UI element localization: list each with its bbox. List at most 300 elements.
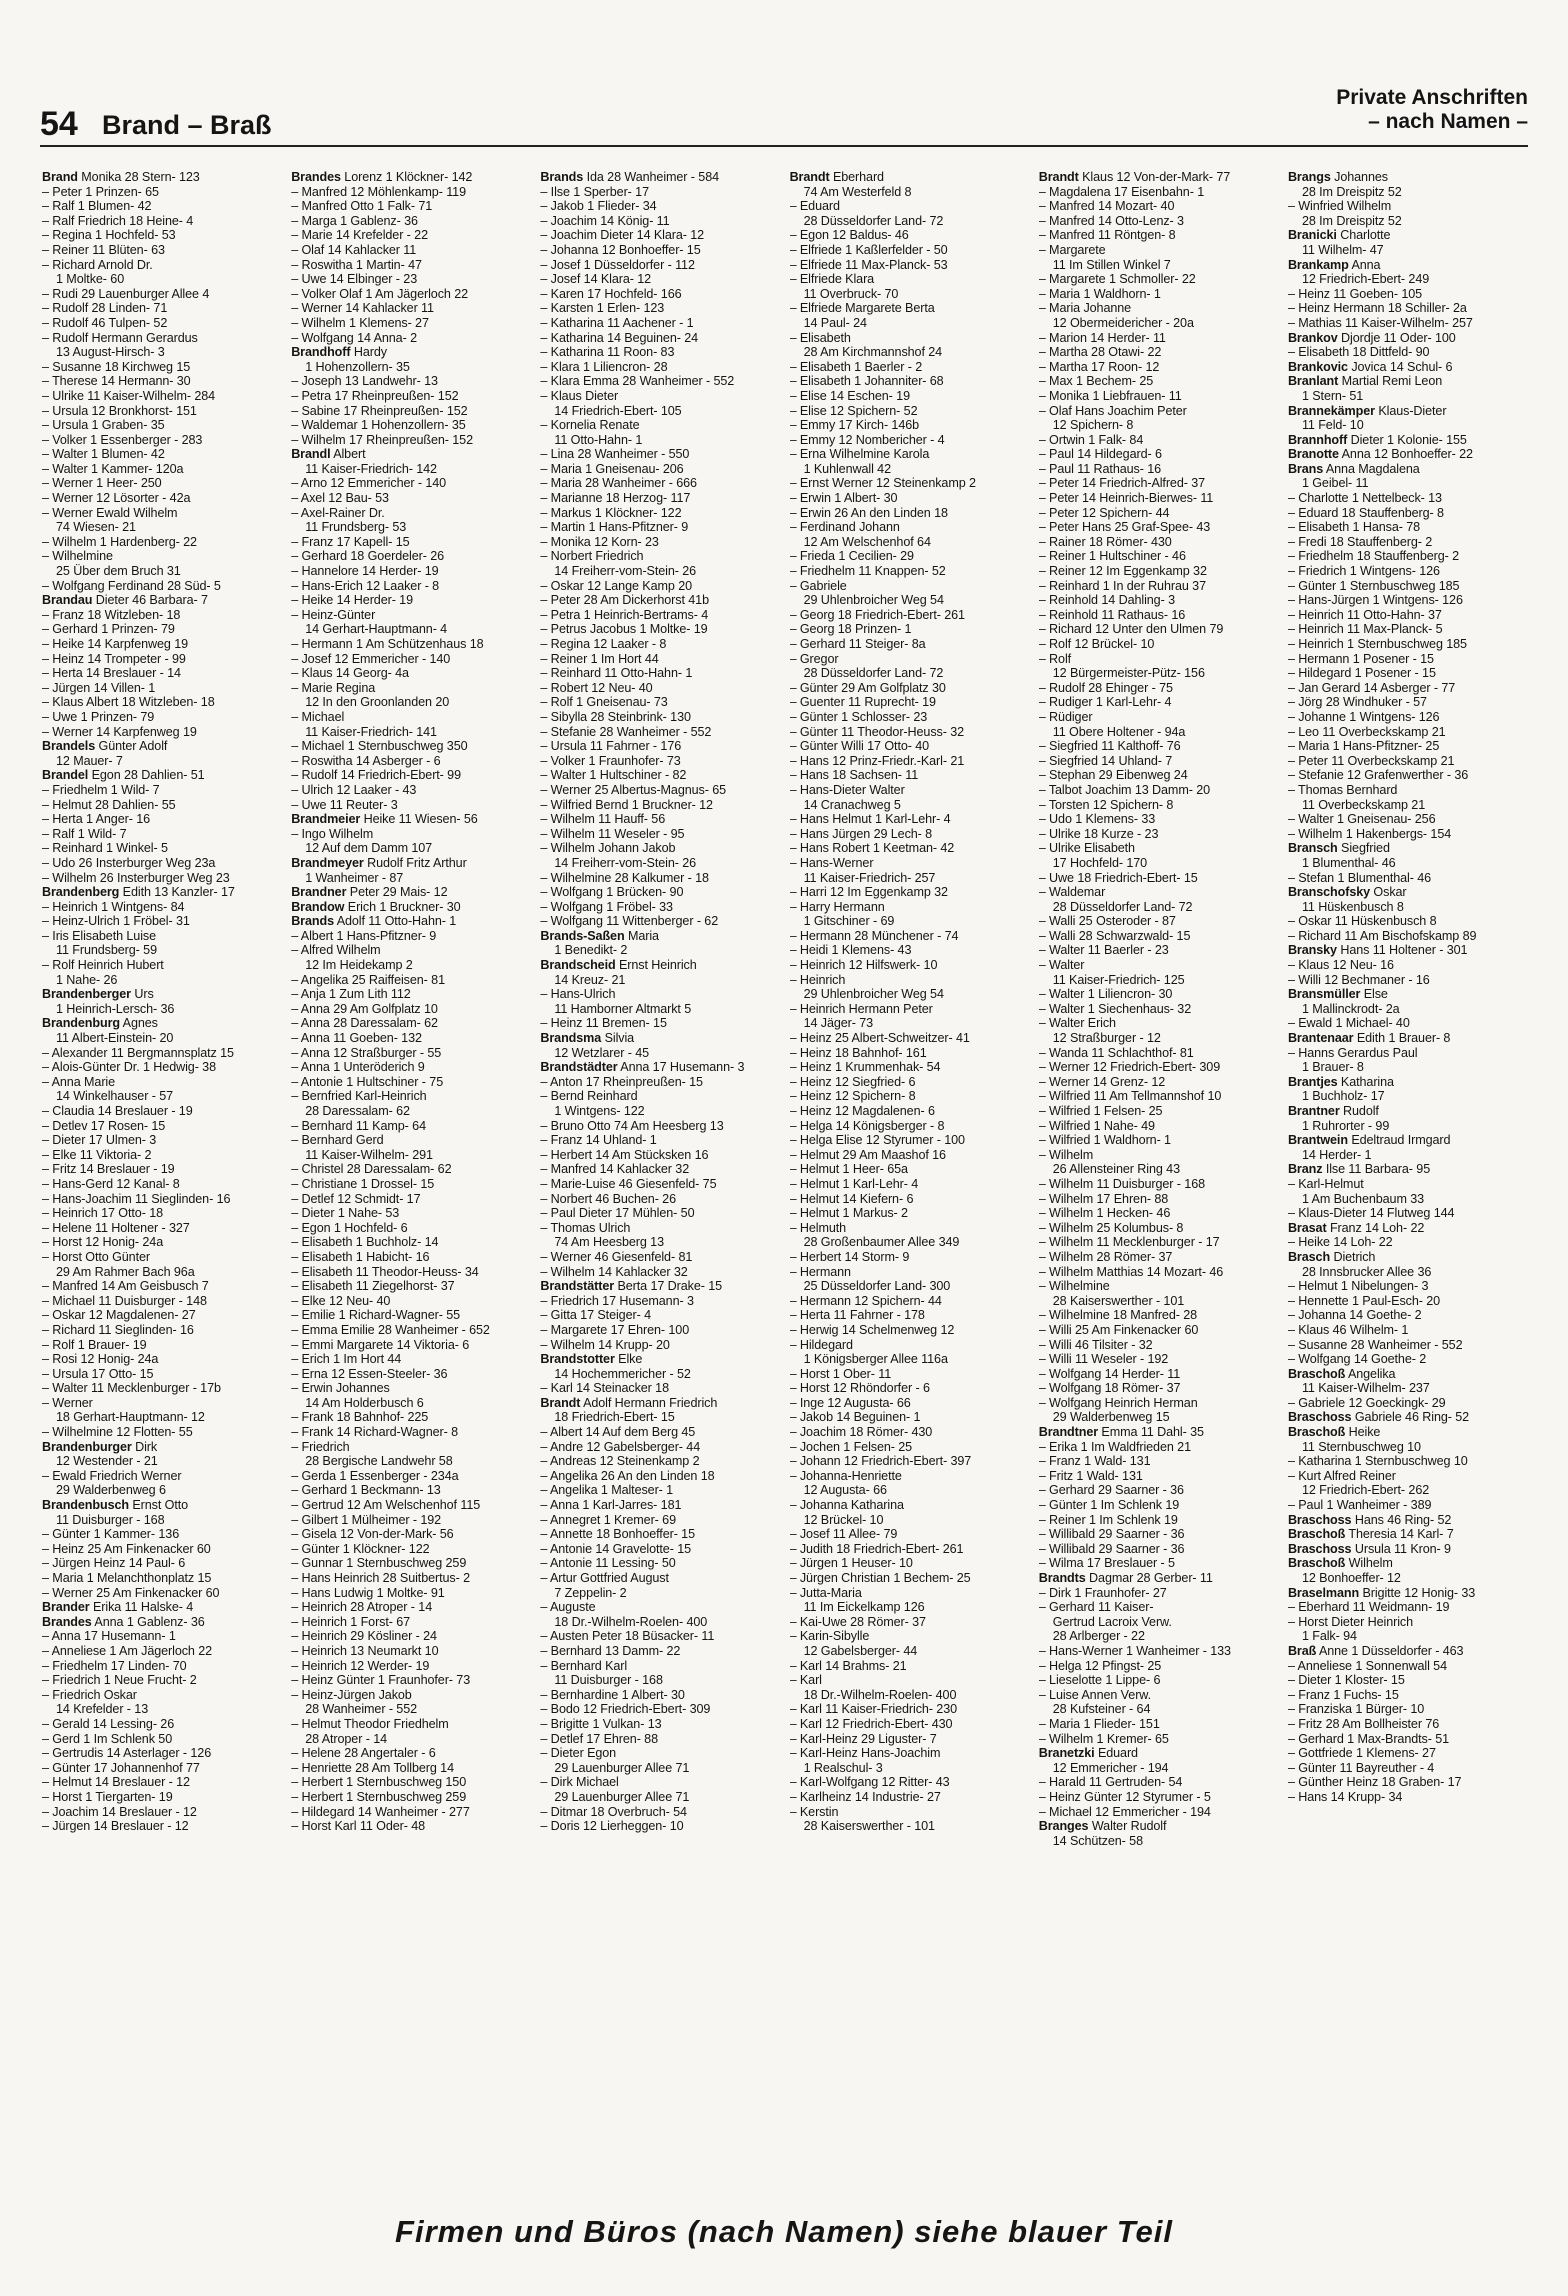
directory-entry: – Klaus Dieter [540, 388, 619, 403]
directory-entry: Brandstädter Anna 17 Husemann- 3 [540, 1060, 745, 1075]
directory-entry: – Maria 28 Wanheimer - 666 [540, 476, 697, 491]
directory-entry: – Hans Robert 1 Keetman- 42 [789, 841, 955, 856]
directory-entry: – Egon 1 Hochfeld- 6 [291, 1220, 408, 1235]
directory-entry: – Rolf 12 Brückel- 10 [1038, 637, 1155, 651]
directory-entry: 14 Friedrich-Ebert- 105 [554, 403, 682, 418]
directory-entry: – Fredi 18 Stauffenberg- 2 [1287, 534, 1433, 549]
directory-entry: 28 Daressalam- 62 [305, 1104, 410, 1118]
directory-entry: – Reiner 11 Blüten- 63 [42, 242, 165, 257]
directory-entry: – Klaus-Dieter 14 Flutweg 144 [1287, 1206, 1455, 1221]
directory-entry: – Rudolf 28 Ehinger - 75 [1038, 680, 1173, 695]
directory-entry: – Hermann 1 Am Schützenhaus 18 [291, 637, 484, 651]
directory-entry: – Michael 1 Sternbuschweg 350 [291, 739, 468, 754]
directory-entry: – Wolfgang 18 Römer- 37 [1038, 1381, 1181, 1396]
directory-entry: – Klara Emma 28 Wanheimer - 552 [540, 374, 735, 389]
directory-entry: Gertrud Lacroix Verw. [1052, 1614, 1172, 1629]
directory-entry: – Helene 11 Holtener - 327 [42, 1220, 190, 1235]
directory-entry: – Heinz 12 Spichern- 8 [789, 1089, 916, 1104]
directory-entry: – Friedrich 1 Wintgens- 126 [1287, 564, 1440, 579]
directory-entry: – Friedrich [291, 1439, 350, 1454]
directory-entry: – Manfred 14 Mozart- 40 [1038, 199, 1175, 214]
directory-entry: – Wilhelm 11 Weseler - 95 [540, 826, 685, 841]
directory-entry: – Margarete [1038, 242, 1106, 257]
directory-entry: 12 Straßburger - 12 [1052, 1031, 1161, 1046]
directory-entry: – Martha 28 Otawi- 22 [1038, 345, 1162, 360]
directory-entry: Brandenberg Edith 13 Kanzler- 17 [42, 885, 235, 900]
directory-entry: 12 Gabelsberger- 44 [803, 1643, 918, 1658]
directory-entry: – Willibald 29 Saarner - 36 [1038, 1527, 1185, 1542]
directory-columns [42, 170, 1526, 2176]
directory-entry: – Marga 1 Gablenz- 36 [291, 213, 418, 228]
directory-entry: – Antonie 1 Hultschiner - 75 [291, 1074, 444, 1089]
directory-entry: – Maria 1 Flieder- 151 [1038, 1716, 1160, 1731]
directory-entry: – Robert 12 Neu- 40 [540, 680, 653, 695]
directory-entry: – Karl-Helmut [1287, 1176, 1364, 1191]
directory-entry: – Ulrike Elisabeth [1038, 841, 1135, 856]
directory-entry: – Wilhelm 11 Duisburger - 168 [1038, 1176, 1206, 1191]
directory-entry: – Waldemar [1038, 885, 1106, 900]
directory-entry: 12 Wetzlarer - 45 [554, 1045, 650, 1060]
directory-entry: 11 Hamborner Altmarkt 5 [554, 1001, 692, 1016]
directory-entry: – Harri 12 Im Eggenkamp 32 [789, 885, 948, 900]
directory-entry: – Günter 1 Kammer- 136 [42, 1527, 180, 1542]
directory-entry: – Werner 25 Am Finkenacker 60 [42, 1585, 220, 1600]
directory-entry: Branschofsky Oskar [1287, 885, 1407, 900]
directory-entry: Brands-Saßen Maria [540, 928, 659, 943]
directory-entry: Brandels Günter Adolf [42, 739, 168, 754]
directory-entry: – Claudia 14 Breslauer - 19 [42, 1104, 193, 1118]
directory-entry: – Heinrich 1 Wintgens- 84 [42, 899, 185, 914]
directory-entry: 28 Bergische Landwehr 58 [305, 1454, 453, 1469]
directory-entry: – Lina 28 Wanheimer - 550 [540, 447, 690, 462]
directory-entry: – Horst 1 Ober- 11 [789, 1366, 892, 1381]
directory-entry: Brasat Franz 14 Loh- 22 [1287, 1220, 1425, 1235]
directory-entry: – Maria 1 Melanchthonplatz 15 [42, 1571, 212, 1585]
directory-entry: – Gerhard 1 Max-Brandts- 51 [1287, 1731, 1450, 1746]
directory-entry: – Werner [42, 1395, 93, 1410]
directory-entry: – Anton 17 Rheinpreußen- 15 [540, 1074, 703, 1089]
directory-entry: – Bernhard 13 Damm- 22 [540, 1643, 681, 1658]
directory-entry: 12 Spichern- 8 [1052, 418, 1134, 433]
directory-entry: – Wilhelm 26 Insterburger Weg 23 [42, 870, 230, 885]
directory-entry: 11 Im Stillen Winkel 7 [1052, 257, 1171, 272]
directory-entry: – Gerhard 1 Beckmann- 13 [291, 1483, 441, 1498]
directory-entry: – Karl [789, 1673, 822, 1688]
directory-entry: – Reinhard 1 Winkel- 5 [42, 841, 168, 856]
directory-entry: – Ortwin 1 Falk- 84 [1038, 432, 1144, 447]
directory-entry: – Walter 1 Liliencron- 30 [1038, 987, 1173, 1002]
directory-entry: – Ilse 1 Sperber- 17 [540, 184, 649, 199]
directory-entry: – Reinhard 1 In der Ruhrau 37 [1038, 578, 1206, 593]
directory-entry: Brandt Eberhard [789, 170, 884, 184]
directory-entry: Brandmeyer Rudolf Fritz Arthur [291, 855, 467, 870]
directory-entry: – Hildegard 14 Wanheimer - 277 [291, 1804, 470, 1819]
directory-entry: – Karen 17 Hochfeld- 166 [540, 286, 682, 301]
directory-entry: 1 Geibel- 11 [1301, 476, 1369, 491]
directory-entry: – Ulrike 18 Kurze - 23 [1038, 826, 1159, 841]
directory-entry: – Hanns Gerardus Paul [1287, 1045, 1418, 1060]
directory-entry: – Wilhelm Matthias 14 Mozart- 46 [1038, 1264, 1224, 1279]
directory-entry: – Erika 1 Im Waldfrieden 21 [1038, 1439, 1191, 1454]
directory-entry: Brannekämper Klaus-Dieter [1287, 403, 1447, 418]
directory-entry: – Friedrich 1 Neue Frucht- 2 [42, 1673, 197, 1688]
directory-entry: – Johanne 1 Wintgens- 126 [1287, 709, 1440, 724]
directory-entry: Brand Monika 28 Stern- 123 [42, 170, 200, 184]
column-6 [1288, 170, 1526, 2176]
directory-entry: – Heinrich 13 Neumarkt 10 [291, 1643, 439, 1658]
directory-entry: – Elfriede Margarete Berta [789, 301, 935, 316]
directory-entry: – Karl 14 Brahms- 21 [789, 1658, 907, 1673]
directory-entry: – Bernd Reinhard [540, 1089, 638, 1104]
directory-entry: – Walli 25 Osteroder - 87 [1038, 914, 1176, 929]
directory-entry: – Heinz 12 Magdalenen- 6 [789, 1104, 935, 1118]
section-title: Private Anschriften [1336, 86, 1528, 109]
directory-entry: – Werner 14 Karpfenweg 19 [42, 724, 197, 739]
directory-entry: – Franziska 1 Bürger- 10 [1287, 1702, 1425, 1717]
directory-entry: – Wilhelm 14 Kahlacker 32 [540, 1264, 688, 1279]
directory-entry: – Kai-Uwe 28 Römer- 37 [789, 1614, 926, 1629]
directory-entry: – Emma Emilie 28 Wanheimer - 652 [291, 1322, 490, 1337]
directory-entry: – Kurt Alfred Reiner [1287, 1468, 1396, 1483]
header-rule [40, 145, 1528, 147]
directory-entry: Branetzki Eduard [1038, 1746, 1138, 1761]
directory-entry: Brandts Dagmar 28 Gerber- 11 [1038, 1571, 1213, 1585]
directory-entry: Brans Anna Magdalena [1287, 461, 1420, 476]
directory-entry: – Heike 14 Karpfenweg 19 [42, 637, 189, 651]
directory-entry: Brandtner Emma 11 Dahl- 35 [1038, 1425, 1204, 1440]
directory-entry: – Heidi 1 Klemens- 43 [789, 943, 912, 958]
directory-entry: 1 Gitschiner - 69 [803, 914, 895, 929]
directory-entry: – Karlheinz 14 Industrie- 27 [789, 1789, 941, 1804]
directory-entry: 14 Freiherr-vom-Stein- 26 [554, 564, 697, 579]
directory-entry: – Erna 12 Essen-Steeler- 36 [291, 1366, 448, 1381]
directory-entry: – Erich 1 Im Hort 44 [291, 1352, 402, 1367]
directory-entry: – Talbot Joachim 13 Damm- 20 [1038, 782, 1211, 797]
column-3 [540, 170, 778, 2176]
directory-entry: – Heinz Hermann 18 Schiller- 2a [1287, 301, 1467, 316]
directory-entry: – Henriette 28 Am Tollberg 14 [291, 1760, 454, 1775]
directory-entry: – Rudolf 14 Friedrich-Ebert- 99 [291, 768, 461, 783]
directory-entry: – Ursula 12 Bronkhorst- 151 [42, 403, 197, 418]
directory-entry: – Ursula 11 Fahrner - 176 [540, 739, 682, 754]
directory-entry: 1 Kuhlenwall 42 [803, 461, 891, 476]
directory-entry: – Magdalena 17 Eisenbahn- 1 [1038, 184, 1205, 199]
directory-entry: Braschoß Heike [1287, 1425, 1381, 1440]
directory-entry: – Christiane 1 Drossel- 15 [291, 1176, 435, 1191]
directory-entry: – Gabriele [789, 578, 847, 593]
directory-entry: Brandow Erich 1 Bruckner- 30 [291, 899, 461, 914]
directory-entry: – Ralf 1 Blumen- 42 [42, 199, 152, 214]
directory-entry: – Johann 12 Friedrich-Ebert- 397 [789, 1454, 972, 1469]
directory-entry: Branz Ilse 11 Barbara- 95 [1287, 1162, 1431, 1177]
directory-entry: – Günter 29 Am Golfplatz 30 [789, 680, 946, 695]
directory-entry: – Elise 12 Spichern- 52 [789, 403, 918, 418]
directory-entry: – Karl-Wolfgang 12 Ritter- 43 [789, 1775, 950, 1790]
directory-entry: 1 Stern- 51 [1301, 388, 1364, 403]
directory-entry: – Werner Ewald Wilhelm [42, 505, 178, 520]
directory-entry: – Friedhelm 17 Linden- 70 [42, 1658, 187, 1673]
directory-entry: – Joseph 13 Landwehr- 13 [291, 374, 438, 389]
directory-entry: – Peter 28 Am Dickerhorst 41b [540, 593, 709, 608]
directory-entry: – Annegret 1 Kremer- 69 [540, 1512, 676, 1527]
directory-entry: – Ditmar 18 Overbruch- 54 [540, 1804, 687, 1819]
directory-entry: – Horst Karl 11 Oder- 48 [291, 1819, 426, 1834]
directory-entry: – Wilhelm [1038, 1147, 1094, 1162]
directory-entry: – Bernhard Karl [540, 1658, 628, 1673]
directory-entry: 13 August-Hirsch- 3 [56, 345, 165, 360]
directory-entry: 11 Wilhelm- 47 [1301, 242, 1384, 257]
directory-entry: – Manfred 14 Otto-Lenz- 3 [1038, 213, 1184, 228]
directory-entry: – Doris 12 Lierheggen- 10 [540, 1819, 684, 1834]
directory-entry: – Walter Erich [1038, 1016, 1116, 1031]
directory-entry: – Heinz 11 Goeben- 105 [1287, 286, 1423, 301]
directory-entry: 28 Düsseldorfer Land- 72 [803, 666, 944, 681]
directory-entry: – Hans-Joachim 11 Sieglinden- 16 [42, 1191, 231, 1206]
directory-entry: – Willi 12 Bechmaner - 16 [1287, 972, 1430, 987]
directory-entry: – Jürgen Christian 1 Bechem- 25 [789, 1571, 971, 1585]
directory-entry: – Volker 1 Essenberger - 283 [42, 432, 203, 447]
directory-entry: – Bernhard 11 Kamp- 64 [291, 1118, 426, 1133]
directory-entry: – Auguste [540, 1600, 596, 1615]
directory-entry: – Anna 1 Unteröderich 9 [291, 1060, 425, 1075]
directory-entry: – Anneliese 1 Sonnenwall 54 [1287, 1658, 1447, 1673]
directory-entry: – Sibylla 28 Steinbrink- 130 [540, 709, 691, 724]
directory-entry: Braschoss Hans 46 Ring- 52 [1287, 1512, 1452, 1527]
directory-entry: – Heinz 25 Am Finkenacker 60 [42, 1541, 211, 1556]
directory-entry: 11 Kaiser-Wilhelm- 237 [1301, 1381, 1430, 1396]
directory-entry: – Herbert 14 Am Stücksken 16 [540, 1147, 709, 1162]
directory-entry: – Waldemar 1 Hohenzollern- 35 [291, 418, 466, 433]
directory-entry: Braß Anne 1 Düsseldorfer - 463 [1287, 1643, 1464, 1658]
directory-entry: – Rosi 12 Honig- 24a [42, 1352, 159, 1367]
directory-entry: – Horst 1 Tiergarten- 19 [42, 1789, 173, 1804]
directory-entry: – Alexander 11 Bergmannsplatz 15 [42, 1045, 234, 1060]
directory-entry: – Wilhelm 1 Hecken- 46 [1038, 1206, 1171, 1221]
directory-entry: – Herbert 14 Storm- 9 [789, 1249, 910, 1264]
directory-entry: – Gerald 14 Lessing- 26 [42, 1716, 175, 1731]
directory-entry: – Elisabeth 1 Baerler - 2 [789, 359, 923, 374]
directory-entry: – Harry Hermann [789, 899, 885, 914]
directory-entry: – Heinrich 1 Sternbuschweg 185 [1287, 637, 1467, 651]
directory-entry: – Rudolf Hermann Gerardus [42, 330, 198, 345]
directory-entry: – Manfred 12 Möhlenkamp- 119 [291, 184, 466, 199]
directory-entry: – Elke 11 Viktoria- 2 [42, 1147, 152, 1162]
directory-entry: – Emmi Margarete 14 Viktoria- 6 [291, 1337, 470, 1352]
directory-entry: – Richard 11 Sieglinden- 16 [42, 1322, 194, 1337]
directory-entry: 18 Friedrich-Ebert- 15 [554, 1410, 675, 1425]
directory-entry: 28 Kufsteiner - 64 [1052, 1702, 1151, 1717]
directory-entry: 29 Uhlenbroicher Weg 54 [803, 593, 944, 608]
directory-entry: – Heinz 18 Bahnhof- 161 [789, 1045, 927, 1060]
directory-entry: – Rolf 1 Gneisenau- 73 [540, 695, 668, 710]
directory-entry: – Manfred 14 Kahlacker 32 [540, 1162, 690, 1177]
directory-entry: 28 Düsseldorfer Land- 72 [1052, 899, 1193, 914]
directory-entry: – Ingo Wilhelm [291, 826, 374, 841]
directory-entry: 11 Sternbuschweg 10 [1301, 1439, 1421, 1454]
directory-entry: – Werner 1 Heer- 250 [42, 476, 162, 491]
directory-entry: – Reiner 1 Hultschiner - 46 [1038, 549, 1186, 564]
directory-entry: – Hans Ludwig 1 Moltke- 91 [291, 1585, 445, 1600]
directory-entry: 28 Am Kirchmannshof 24 [803, 345, 943, 360]
directory-entry: – Wilfried 1 Felsen- 25 [1038, 1104, 1163, 1118]
directory-entry: – Wanda 11 Schlachthof- 81 [1038, 1045, 1194, 1060]
directory-entry: – Walter 11 Baerler - 23 [1038, 943, 1169, 958]
directory-entry: – Jürgen 1 Heuser- 10 [789, 1556, 913, 1571]
directory-entry: – Walter 1 Siechenhaus- 32 [1038, 1001, 1192, 1016]
directory-entry: Branicki Charlotte [1287, 228, 1391, 243]
directory-entry: – Hennette 1 Paul-Esch- 20 [1287, 1293, 1441, 1308]
directory-entry: 11 Overbeckskamp 21 [1301, 797, 1426, 812]
directory-entry: – Elfriede 1 Kaßlerfelder - 50 [789, 242, 948, 257]
directory-entry: 11 Duisburger - 168 [56, 1512, 165, 1527]
directory-entry: – Wilfried 1 Nahe- 49 [1038, 1118, 1155, 1133]
directory-entry: – Regina 12 Laaker - 8 [540, 637, 667, 651]
directory-entry: – Reiner 1 Im Schlenk 19 [1038, 1512, 1178, 1527]
directory-entry: – Jürgen Heinz 14 Paul- 6 [42, 1556, 186, 1571]
directory-entry: – Helga 12 Pfingst- 25 [1038, 1658, 1162, 1673]
directory-entry: – Alfred Wilhelm [291, 943, 381, 958]
directory-entry: Bransky Hans 11 Holtener - 301 [1287, 943, 1468, 958]
directory-entry: – Heinrich 1 Forst- 67 [291, 1614, 411, 1629]
directory-entry: – Fritz 28 Am Bollheister 76 [1287, 1716, 1440, 1731]
directory-entry: – Oskar 11 Hüskenbusch 8 [1287, 914, 1437, 929]
directory-entry: – Dieter 1 Kloster- 15 [1287, 1673, 1405, 1688]
directory-entry: – Gottfriede 1 Klemens- 27 [1287, 1746, 1436, 1761]
directory-entry: – Rolf 1 Brauer- 19 [42, 1337, 147, 1352]
directory-entry: 26 Allensteiner Ring 43 [1052, 1162, 1180, 1177]
directory-entry: Brantwein Edeltraud Irmgard [1287, 1133, 1451, 1148]
directory-entry: – Leo 11 Overbeckskamp 21 [1287, 724, 1446, 739]
directory-entry: – Günther Heinz 18 Graben- 17 [1287, 1775, 1462, 1790]
directory-entry: – Dieter Egon [540, 1746, 617, 1761]
directory-entry: – Willi 46 Tilsiter - 32 [1038, 1337, 1153, 1352]
directory-entry: – Joachim Dieter 14 Klara- 12 [540, 228, 705, 243]
directory-entry: Braschoß Wilhelm [1287, 1556, 1393, 1571]
directory-entry: 1 Realschul- 3 [803, 1760, 883, 1775]
directory-entry: 12 Friedrich-Ebert- 262 [1301, 1483, 1430, 1498]
directory-entry: – Wilhelm 17 Ehren- 88 [1038, 1191, 1169, 1206]
directory-entry: Bransmüller Else [1287, 987, 1388, 1002]
directory-entry: – Detlev 17 Rosen- 15 [42, 1118, 166, 1133]
directory-entry: 12 In den Groonlanden 20 [305, 695, 450, 710]
directory-entry: – Frank 18 Bahnhof- 225 [291, 1410, 429, 1425]
directory-entry: – Gerd 1 Im Schlenk 50 [42, 1731, 173, 1746]
directory-entry: 11 Frundsberg- 59 [56, 943, 157, 958]
directory-entry: – Anna 12 Straßburger - 55 [291, 1045, 442, 1060]
directory-entry: – Rudiger 1 Karl-Lehr- 4 [1038, 695, 1172, 710]
directory-entry: – Thomas Ulrich [540, 1220, 631, 1235]
directory-entry: – Anja 1 Zum Lith 112 [291, 987, 411, 1002]
directory-entry: – Angelika 1 Malteser- 1 [540, 1483, 674, 1498]
directory-entry: Brandscheid Ernst Heinrich [540, 958, 697, 973]
directory-entry: – Josef 14 Klara- 12 [540, 272, 652, 287]
directory-entry: – Heinrich [789, 972, 846, 987]
directory-entry: 28 Kaiserswerther - 101 [1052, 1293, 1185, 1308]
directory-entry: – Michael 12 Emmericher - 194 [1038, 1804, 1211, 1819]
directory-entry: – Gilbert 1 Mülheimer - 192 [291, 1512, 442, 1527]
directory-entry: – Angelika 26 An den Linden 18 [540, 1468, 715, 1483]
directory-entry: – Friedrich 17 Husemann- 3 [540, 1293, 694, 1308]
directory-entry: 11 Hüskenbusch 8 [1301, 899, 1404, 914]
directory-entry: 1 Königsberger Allee 116a [803, 1352, 948, 1367]
directory-entry: – Günter 1 Klöckner- 122 [291, 1541, 430, 1556]
directory-entry: Brandenbusch Ernst Otto [42, 1498, 189, 1513]
directory-entry: – Ulrich 12 Laaker - 43 [291, 782, 417, 797]
directory-entry: – Heinrich 29 Kösliner - 24 [291, 1629, 437, 1644]
directory-entry: – Erwin Johannes [291, 1381, 390, 1396]
directory-entry: 12 Westender - 21 [56, 1454, 158, 1469]
directory-entry: – Heinrich 17 Otto- 18 [42, 1206, 164, 1221]
directory-entry: 1 Brauer- 8 [1301, 1060, 1364, 1075]
directory-entry: – Heinz-Günter [291, 607, 376, 622]
directory-entry: – Andre 12 Gabelsberger- 44 [540, 1439, 701, 1454]
directory-entry: – Heinrich 11 Max-Planck- 5 [1287, 622, 1443, 637]
directory-entry: – Susanne 28 Wanheimer - 552 [1287, 1337, 1463, 1352]
directory-entry: 1 Falk- 94 [1301, 1629, 1357, 1644]
directory-entry: – Elise 14 Eschen- 19 [789, 388, 910, 403]
directory-entry: – Frieda 1 Cecilien- 29 [789, 549, 914, 564]
directory-entry: – Karl 11 Kaiser-Friedrich- 230 [789, 1702, 958, 1717]
directory-entry: – Wolfgang 14 Goethe- 2 [1287, 1352, 1427, 1367]
directory-entry: – Hans-Werner [789, 855, 874, 870]
directory-entry: – Rainer 18 Römer- 430 [1038, 534, 1172, 549]
directory-entry: – Walter [1038, 958, 1085, 973]
directory-entry: Braschoss Ursula 11 Kron- 9 [1287, 1541, 1451, 1556]
directory-entry: – Wolfgang Heinrich Herman [1038, 1395, 1198, 1410]
directory-entry: – Peter Hans 25 Graf-Spee- 43 [1038, 520, 1211, 535]
directory-entry: – Axel 12 Bau- 53 [291, 491, 389, 506]
directory-entry: – Hermann 12 Spichern- 44 [789, 1293, 942, 1308]
directory-entry: 29 Walderbenweg 6 [56, 1483, 166, 1498]
directory-entry: Brandau Dieter 46 Barbara- 7 [42, 593, 208, 608]
directory-entry: 14 Am Holderbusch 6 [305, 1395, 424, 1410]
directory-entry: – Michael [291, 709, 345, 724]
directory-entry: – Rüdiger [1038, 709, 1093, 724]
directory-entry: – Wilhelm 28 Römer- 37 [1038, 1249, 1173, 1264]
directory-entry: 1 Nahe- 26 [56, 972, 118, 987]
directory-entry: – Katharina 1 Sternbuschweg 10 [1287, 1454, 1468, 1469]
directory-entry: 18 Gerhart-Hauptmann- 12 [56, 1410, 205, 1425]
directory-entry: – Erna Wilhelmine Karola [789, 447, 930, 462]
directory-entry: – Marie Regina [291, 680, 376, 695]
directory-entry: – Herbert 1 Sternbuschweg 150 [291, 1775, 467, 1790]
directory-entry: – Heinz 25 Albert-Schweitzer- 41 [789, 1031, 970, 1046]
directory-entry: – Volker 1 Fraunhofer- 73 [540, 753, 681, 768]
directory-entry: – Werner 14 Kahlacker 11 [291, 301, 434, 316]
directory-entry: – Alois-Günter Dr. 1 Hedwig- 38 [42, 1060, 216, 1075]
directory-entry: Brandes Anna 1 Gablenz- 36 [42, 1614, 205, 1629]
directory-entry: – Peter 14 Friedrich-Alfred- 37 [1038, 476, 1206, 491]
directory-entry: – Uwe 14 Elbinger - 23 [291, 272, 418, 287]
directory-entry: – Dirk Michael [540, 1775, 619, 1790]
directory-entry: – Arno 12 Emmericher - 140 [291, 476, 447, 491]
directory-entry: – Manfred 14 Am Geisbusch 7 [42, 1279, 209, 1294]
directory-entry: – Jürgen 14 Breslauer - 12 [42, 1819, 189, 1834]
directory-entry: – Friedrich Oskar [42, 1687, 137, 1702]
directory-entry: – Richard 12 Unter den Ulmen 79 [1038, 622, 1224, 637]
directory-entry: 74 Wiesen- 21 [56, 520, 136, 535]
directory-entry: – Karin-Sibylle [789, 1629, 870, 1644]
directory-entry: – Erwin 26 An den Linden 18 [789, 505, 948, 520]
directory-entry: – Anna Marie [42, 1074, 116, 1089]
directory-entry: – Eduard [789, 199, 840, 214]
directory-entry: – Manfred 11 Röntgen- 8 [1038, 228, 1176, 243]
directory-entry: 11 Feld- 10 [1301, 418, 1364, 433]
directory-entry: – Torsten 12 Spichern- 8 [1038, 797, 1174, 812]
directory-entry: – Wilhelm 11 Mecklenburger - 17 [1038, 1235, 1220, 1250]
directory-entry: – Reiner 1 Im Hort 44 [540, 651, 659, 666]
directory-entry: – Albert 1 Hans-Pfitzner- 9 [291, 928, 437, 943]
